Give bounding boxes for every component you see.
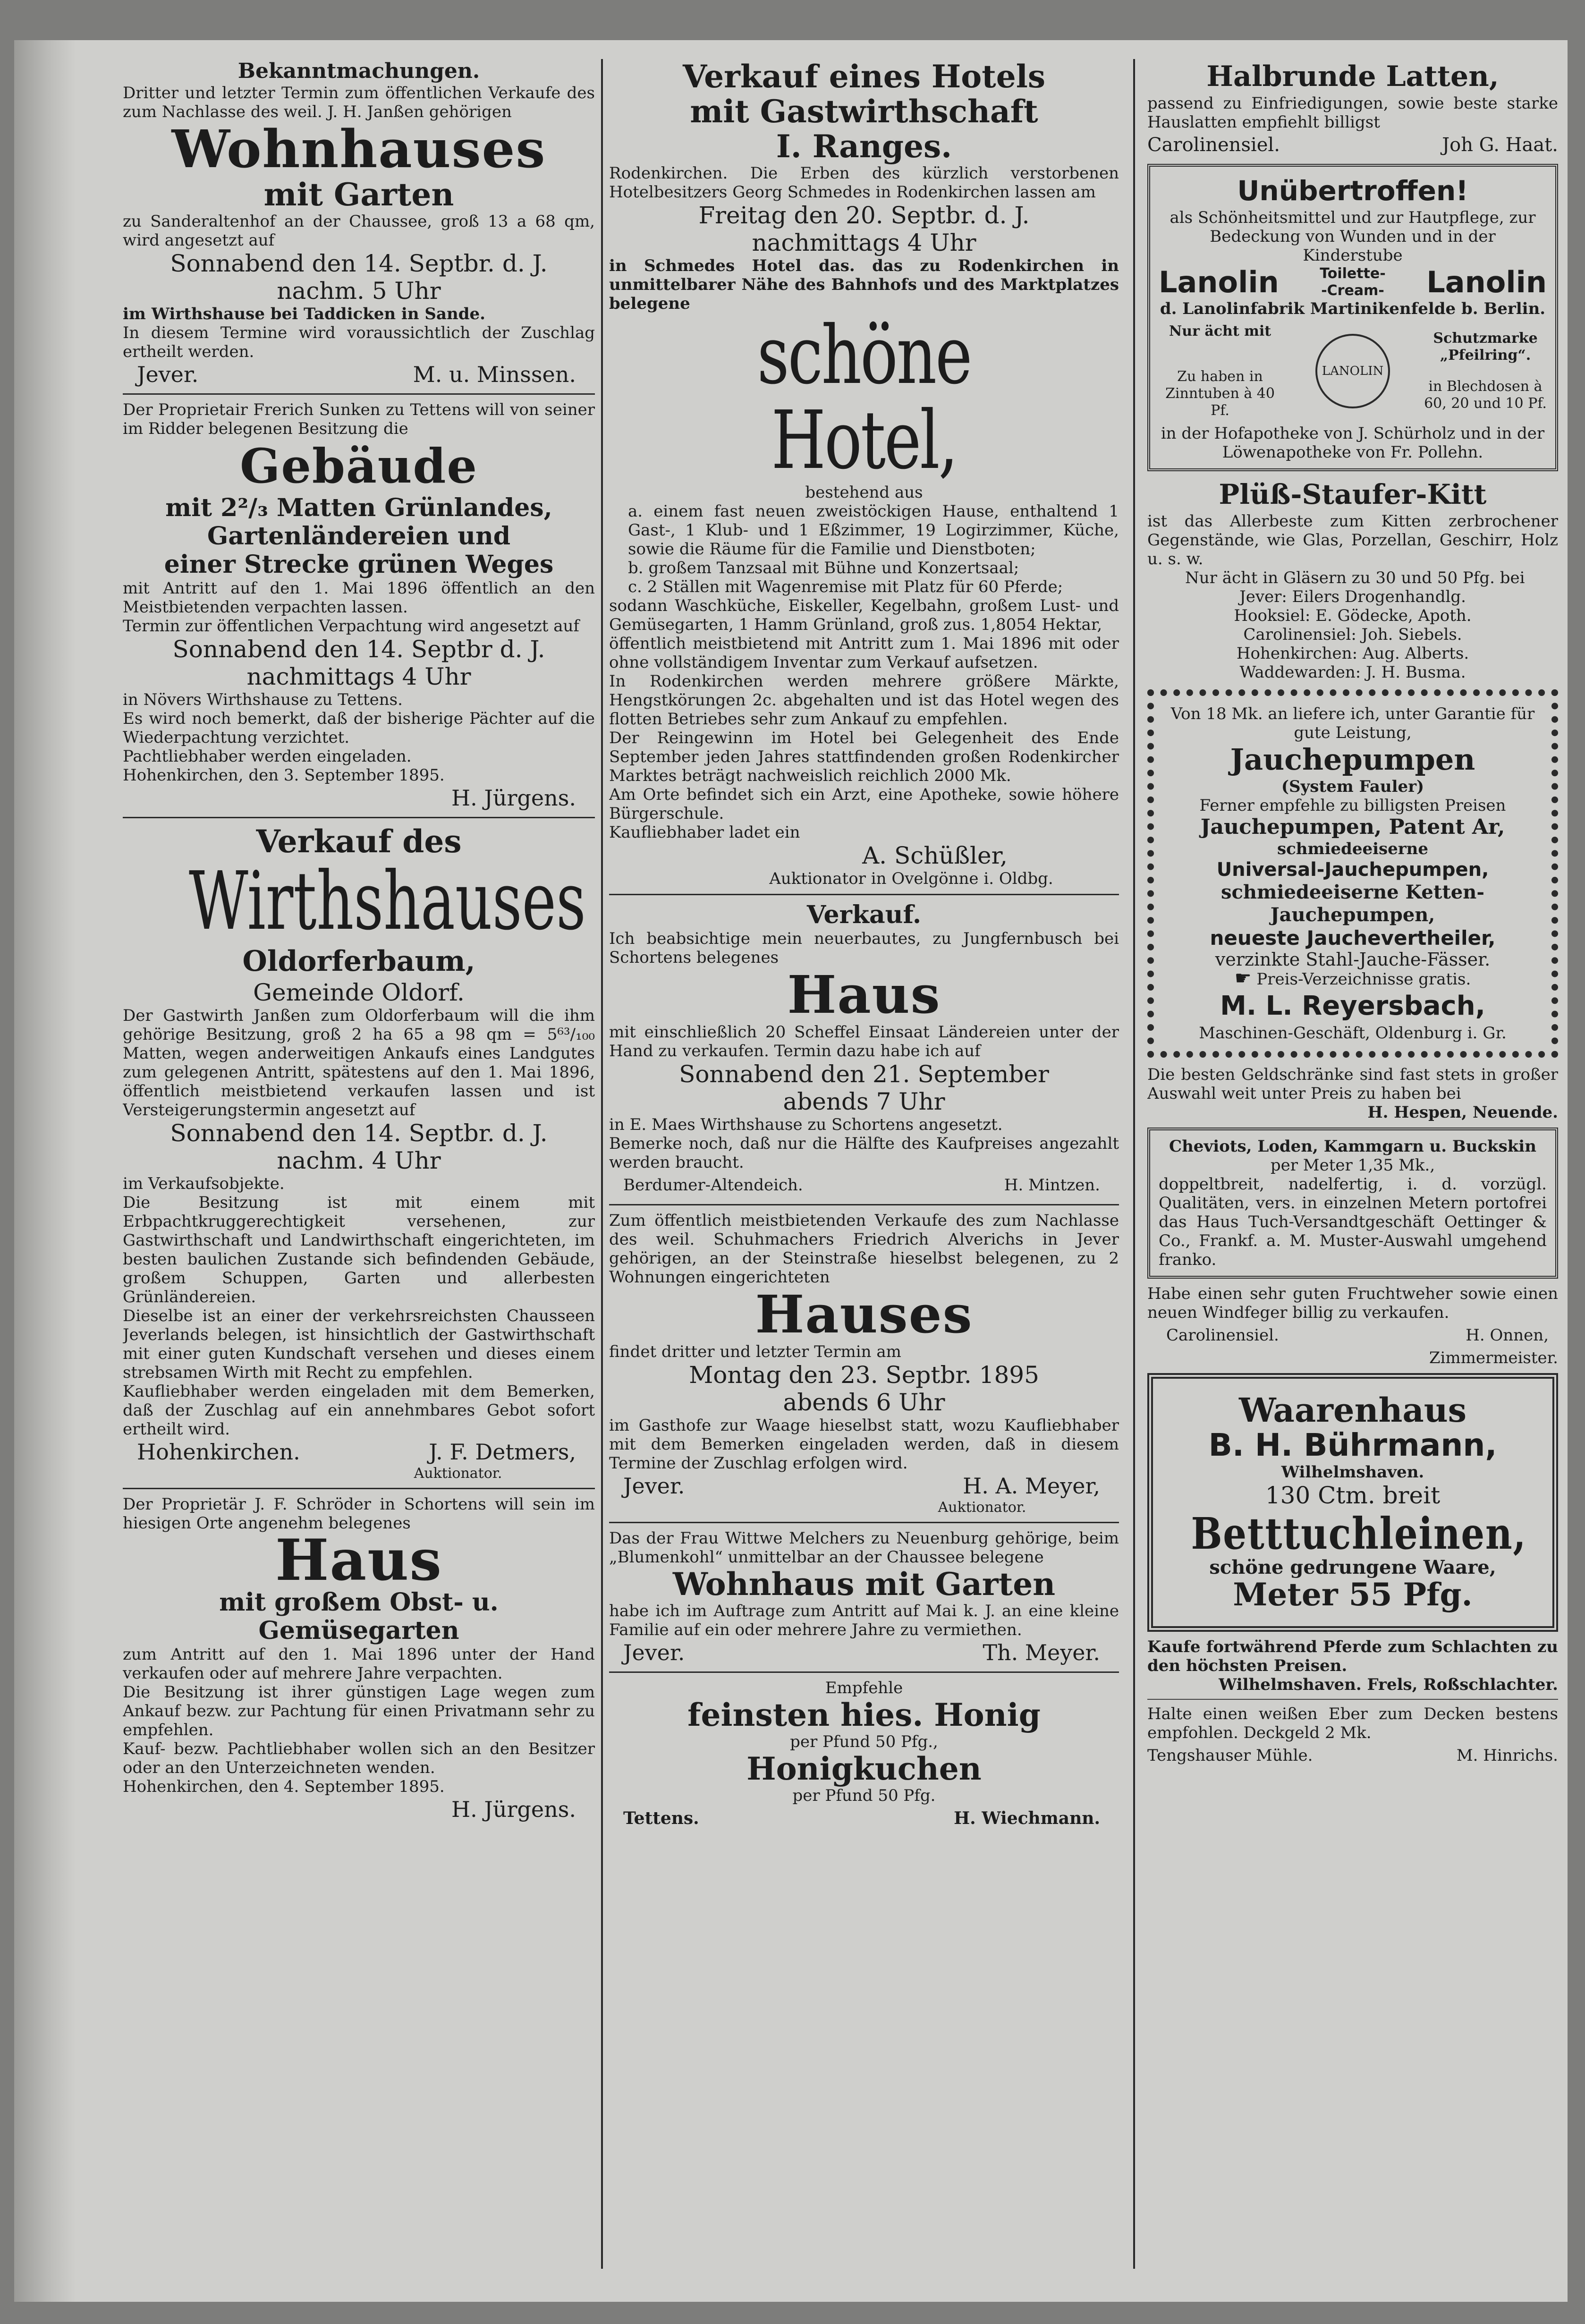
ad-fruchtweher — [1147, 1284, 1558, 1367]
sub3: einer Strecke grünen Weges — [164, 550, 554, 579]
product: Betttuchleinen, — [1191, 1508, 1527, 1559]
body7: Kaufliebhaber ladet ein — [609, 823, 800, 842]
note1: Es wird noch bemerkt, daß der bisherige Pächter auf die Wiederpachtung verzichtet. — [123, 709, 595, 747]
intro: Ich beabsichtige mein neuerbautes, zu Jungfernbusch bei Schortens belegenes — [609, 929, 1119, 967]
signature: Wilhelmshaven. Frels, Roßschlachter. — [1219, 1675, 1558, 1694]
signature — [123, 1439, 595, 1465]
column-3 — [1147, 59, 1558, 1769]
ad-latten — [1147, 59, 1558, 158]
sig-name: H. A. Meyer, — [963, 1473, 1100, 1499]
place: im Wirthshause bei Taddicken in Sande. — [123, 305, 485, 323]
catalog-line — [1162, 969, 1543, 989]
item-4: schmiedeeiserne Ketten-Jauchepumpen, — [1221, 881, 1484, 926]
ad-title: Gebäude — [240, 438, 478, 494]
sig-place: Tengshauser Mühle. — [1147, 1746, 1313, 1765]
trademark-row — [1159, 323, 1547, 419]
divider — [123, 1488, 595, 1489]
ad-cheviots — [1147, 1128, 1558, 1279]
title-line-1: Verkauf eines Hotels — [682, 59, 1046, 95]
body2: im Gasthofe zur Waage hieselbst statt, wozu Kaufliebhaber mit dem Bemerken eingeladen werden, daß in diesem Termine der Zuschlag erfolgen wird. — [609, 1416, 1119, 1473]
body: Der Gastwirth Janßen zum Oldorferbaum will die ihm gehörige Besitzung, groß 2 ha 65 a 98 qm = 5⁶³/₁₀₀ Matten, wegen anderweitigen Ankaufs eines Landgutes zum gelegenen Antritt, spätestens auf den 1. Mai 1896, öffentlich meistbietend verkaufen lassen und ist Versteigerungstermin angesetzt auf — [123, 1006, 595, 1120]
date: Freitag den 20. Septbr. d. J. — [698, 202, 1030, 229]
tins: in Blechdosen à 60, 20 und 10 Pf. — [1424, 378, 1547, 412]
firm-sub: Maschinen-Geschäft, Oldenburg i. Gr. — [1199, 1024, 1507, 1043]
brand-mid-1: Toilette- — [1320, 265, 1386, 282]
pointing-hand-icon: ☛ — [1234, 967, 1252, 989]
sig-role: Zimmermeister. — [1429, 1349, 1558, 1367]
genuine-block — [1159, 323, 1281, 419]
sig-role: Auktionator in Ovelgönne i. Oldbg. — [769, 869, 1053, 888]
item-2: schmiedeeiserne — [1277, 840, 1429, 858]
divider — [609, 894, 1119, 895]
divider — [609, 1522, 1119, 1523]
brand-right: Lanolin — [1426, 265, 1547, 299]
body2: sodann Waschküche, Eiskeller, Kegelbahn, großem Lust- und Gemüsegarten, 1 Hamm Grünland, groß zus. 1,8054 Hektar, — [609, 596, 1119, 634]
date: Montag den 23. Septbr. 1895 — [689, 1361, 1039, 1389]
tubes: Zu haben in Zinntuben à 40 Pf. — [1165, 368, 1275, 419]
dateline: Hohenkirchen, den 4. September 1895. — [123, 1777, 445, 1796]
sig-name: M. u. Minssen. — [413, 362, 576, 387]
body: Rodenkirchen. Die Erben des kürzlich verstorbenen Hotelbesitzers Georg Schmedes in Rodenkirchen lassen am — [609, 164, 1119, 202]
place: in E. Maes Wirthshause zu Schortens angesetzt. — [609, 1115, 1003, 1134]
sig-name: J. F. Detmers, — [429, 1439, 576, 1465]
body: Ferner empfehle zu billigsten Preisen — [1199, 796, 1506, 815]
signature — [609, 1805, 1119, 1832]
sig-place: Jever. — [623, 1640, 685, 1665]
signature — [123, 1796, 595, 1823]
product-2: Honigkuchen — [746, 1750, 982, 1787]
ad-honig — [609, 1679, 1119, 1832]
dealer-3: Carolinensiel: Joh. Siebels. — [1243, 625, 1462, 644]
body2: Die Besitzung ist mit einem mit Erbpachtkruggerechtigkeit versehenen, zur Gastwirthschaft und Landwirthschaft eingerichteten, im besten baulichen Zustande sich befindenden Gebäude, großem Schuppen, Garten und allerbesten Grünländereien. — [123, 1193, 595, 1306]
ad-title: Wohnhauses — [171, 119, 546, 179]
sig-name: H. Jürgens. — [451, 785, 576, 811]
item-5: neueste Jauchevertheiler, — [1210, 926, 1496, 950]
title-line-1: Waarenhaus — [1238, 1391, 1467, 1430]
date: Sonnabend den 14. Septbr. d. J. — [170, 1120, 548, 1147]
sig-name: H. Mintzen. — [1004, 1176, 1100, 1195]
ad-title: Haus — [787, 964, 941, 1025]
body4: In Rodenkirchen werden mehrere größere Märkte, Hengstkörungen 2c. abgehalten und ist das Hotel wegen des flotten Betriebes sehr zum Ankauf zu empfehlen. — [609, 672, 1119, 729]
place: in Schmedes Hotel das. das zu Rodenkirchen in unmittelbarer Nähe des Bahnhofs und des Marktplatzes belegene — [609, 256, 1119, 313]
body: Die besten Geldschränke sind fast stets in großer Auswahl weit unter Preis zu haben bei — [1147, 1065, 1558, 1103]
ad-jauchepumpen — [1147, 689, 1558, 1058]
ad-title: Plüß-Staufer-Kitt — [1219, 478, 1487, 510]
parish: Gemeinde Oldorf. — [253, 979, 465, 1006]
signature — [609, 1473, 1119, 1499]
ad-title: Halbrunde Latten, — [1206, 60, 1499, 93]
catalog: Preis-Verzeichnisse gratis. — [1256, 970, 1471, 989]
price: per Meter 1,35 Mk., — [1270, 1156, 1435, 1175]
time: nachmittags 4 Uhr — [246, 663, 471, 690]
firm: M. L. Reyersbach, — [1220, 991, 1485, 1021]
signature — [123, 785, 595, 811]
pfeilring-seal-icon — [1315, 334, 1390, 408]
body3: Kauf- bezw. Pachtliebhaber wollen sich an den Besitzer oder an den Unterzeichneten wenden. — [123, 1739, 595, 1777]
date: Sonnabend den 14. Septbr. d. J. — [170, 250, 548, 277]
body: zum Antritt auf den 1. Mai 1896 unter der Hand verkaufen oder auf mehrere Jahre verpachten. — [123, 1645, 595, 1683]
body: als Schönheitsmittel und zur Hautpflege, zur Bedeckung von Wunden und in der Kinderstube — [1170, 208, 1536, 265]
place: Oldorferbaum, — [242, 945, 475, 978]
body2: Nur ächt in Gläsern zu 30 und 50 Pfg. bei — [1185, 568, 1525, 587]
price-1: per Pfund 50 Pfg., — [790, 1732, 938, 1751]
time: abends 6 Uhr — [783, 1389, 945, 1416]
ad-wohnhaus-garten — [609, 1529, 1119, 1666]
title-line-2: B. H. Bührmann, — [1208, 1427, 1497, 1463]
sig-place: Tettens. — [623, 1808, 699, 1828]
price: Meter 55 Pfg. — [1233, 1576, 1473, 1613]
dealer-4: Hohenkirchen: Aug. Alberts. — [1236, 644, 1469, 663]
body: findet dritter und letzter Termin am — [609, 1342, 901, 1361]
system: (System Fauler) — [1281, 777, 1424, 796]
sig-name: H. Onnen, — [1466, 1326, 1549, 1345]
sub: mit großem Obst- u. Gemüsegarten — [219, 1588, 499, 1645]
sig-place: Carolinensiel. — [1166, 1326, 1279, 1345]
body2: Die Besitzung ist ihrer günstigen Lage wegen zum Ankauf bezw. zur Pachtung für einen Privatmann sehr zu empfehlen. — [123, 1683, 595, 1739]
sig-place: Hohenkirchen. — [137, 1439, 300, 1465]
note: In diesem Termine wird voraussichtlich der Zuschlag ertheilt werden. — [123, 323, 595, 361]
brand-left: Lanolin — [1159, 265, 1279, 299]
item-6: verzinkte Stahl-Jauche-Fässer. — [1215, 949, 1491, 970]
genuine: Nur ächt mit — [1169, 323, 1271, 339]
item-1: Jauchepumpen, Patent Ar, — [1200, 815, 1505, 839]
item-b: b. großem Tanzsaal mit Bühne und Konzertsaal; — [628, 559, 1019, 577]
ad-wohnhaus — [123, 59, 595, 388]
sig-place: Jever. — [623, 1473, 685, 1499]
sig-place: Carolinensiel. — [1147, 134, 1280, 156]
sig-name: Joh G. Haat. — [1442, 134, 1558, 156]
price-line: Von 18 Mk. an liefere ich, unter Garantie für gute Leistung, — [1170, 704, 1535, 742]
body: mit Antritt auf den 1. Mai 1896 öffentlich an den Meistbietenden verpachten lassen. — [123, 579, 595, 617]
body: zu Sanderaltenhof an der Chaussee, groß 13 a 68 qm, wird angesetzt auf — [123, 212, 595, 250]
brand-row — [1159, 265, 1547, 299]
ad-title: Jauchepumpen — [1230, 742, 1475, 777]
ad-verkauf-haus — [609, 901, 1119, 1198]
ad-title: Hauses — [755, 1284, 973, 1345]
body: Halte einen weißen Eber zum Decken bestens empfohlen. Deckgeld 2 Mk. — [1147, 1705, 1558, 1742]
signature — [1147, 1742, 1558, 1769]
divider — [123, 817, 595, 818]
signature — [609, 1172, 1119, 1198]
ad-waarenhaus — [1147, 1373, 1558, 1632]
note2: Pachtliebhaber werden eingeladen. — [123, 747, 412, 766]
intro: Dritter und letzter Termin zum öffentlichen Verkaufe des zum Nachlasse des weil. J. H. Janßen gehörigen — [123, 84, 595, 121]
sub2: Gartenländereien und — [207, 522, 511, 551]
item-3: Universal-Jauchepumpen, — [1216, 859, 1489, 881]
ad-hauses — [609, 1211, 1119, 1516]
sig-name: H. Jürgens. — [451, 1797, 576, 1822]
ad-kitt — [1147, 477, 1558, 682]
time: abends 7 Uhr — [783, 1088, 945, 1115]
body: Kaufe fortwährend Pferde zum Schlachten zu den höchsten Preisen. — [1147, 1637, 1558, 1675]
time: nachm. 5 Uhr — [277, 277, 441, 305]
product-1: feinsten hies. Honig — [687, 1696, 1041, 1733]
ad-geldschraenke — [1147, 1065, 1558, 1122]
sig-name: Th. Meyer. — [983, 1640, 1100, 1665]
place: Wilhelmshaven. — [1281, 1463, 1424, 1482]
ad-subtitle: mit Garten — [263, 176, 454, 213]
body6: Am Orte befindet sich ein Arzt, eine Apotheke, sowie höhere Bürgerschule. — [609, 785, 1119, 823]
intro: Das der Frau Wittwe Melchers zu Neuenburg gehörige, beim „Blumenkohl“ unmittelbar an der Chaussee belegene — [609, 1529, 1119, 1567]
ad-hotel — [609, 59, 1119, 888]
sig-name: A. Schüßler, — [862, 842, 1008, 869]
sig-role: Auktionator. — [414, 1465, 502, 1482]
body3: öffentlich meistbietend mit Antritt zum 1. Mai 1896 mit oder ohne vollständigem Inventar zum Verkauf aufsetzen. — [609, 634, 1119, 672]
heading: Bekanntmachungen. — [237, 59, 480, 83]
column-1 — [123, 59, 595, 1823]
sig-role: Auktionator. — [938, 1499, 1026, 1516]
body5: Der Reingewinn im Hotel bei Gelegenheit des Ende September jeden Jahres stattfindenden großen Rodenkircher Marktes beträgt nachweislich reichlich 2000 Mk. — [609, 729, 1119, 785]
body: habe ich im Auftrage zum Antritt auf Mai k. J. an eine kleine Familie auf ein oder mehrere Jahre zu vermiethen. — [609, 1602, 1119, 1639]
body3: Dieselbe ist an einer der verkehrsreichsten Chausseen Jeverlands belegen, ist hinsichtlich der Gastwirthschaft mit einer guten Kundschaft versehen und dieses einem strebsamen Wirth mit Recht zu empfehlen. — [123, 1306, 595, 1382]
body: doppeltbreit, nadelfertig, i. d. vorzügl. Qualitäten, vers. in einzelnen Metern portofrei das Haus Tuch-Versandtgeschäft Oettinger & Co., Frankf. a. M. Muster-Auswahl umgehend franko. — [1159, 1175, 1547, 1269]
trademark-block — [1424, 330, 1547, 412]
dealer-1: Jever: Eilers Drogenhandlg. — [1239, 587, 1466, 606]
ad-pferde — [1147, 1637, 1558, 1694]
body: ist das Allerbeste zum Kitten zerbrochener Gegenstände, wie Glas, Porzellan, Geschirr, Holz u. s. w. — [1147, 512, 1558, 568]
sig-name: H. Wiechmann. — [954, 1808, 1100, 1828]
shops: in der Hofapotheke von J. Schürholz und in der Löwenapotheke von Fr. Pollehn. — [1161, 424, 1545, 462]
place2: im Verkaufsobjekte. — [123, 1174, 285, 1193]
binding-edge — [14, 40, 76, 2302]
intro: Zum öffentlich meistbietenden Verkaufe des zum Nachlasse des weil. Schuhmachers Friedrich Alverichs in Jever gehörigen, an der Steinstraße hieselbst belegenen, zu 2 Wohnungen eingerichteten — [609, 1211, 1119, 1287]
body4: Kaufliebhaber werden eingeladen mit dem Bemerken, daß der Zuschlag auf ein annehmbares Gebot sofort ertheilt wird. — [123, 1382, 595, 1439]
date: Sonnabend den 21. September — [679, 1060, 1049, 1088]
sig-place: Jever. — [137, 362, 199, 387]
newspaper-sheet — [14, 40, 1568, 2302]
signature — [1147, 132, 1558, 158]
dealer-5: Waddewarden: J. H. Busma. — [1239, 663, 1466, 682]
ad-lanolin — [1147, 164, 1558, 471]
place: in Növers Wirthshause zu Tettens. — [123, 690, 403, 709]
signature — [123, 361, 595, 388]
divider — [609, 1204, 1119, 1205]
sub1: mit 2²/₃ Matten Grünlandes, — [165, 493, 552, 522]
body: mit einschließlich 20 Scheffel Einsaat Ländereien unter der Hand zu verkaufen. Termin dazu habe ich auf — [609, 1023, 1119, 1060]
signature: H. Hespen, Neuende. — [1367, 1103, 1558, 1122]
ad-title: Cheviots, Loden, Kammgarn u. Buckskin — [1169, 1137, 1536, 1156]
ad-title: Wirthshauses — [189, 855, 586, 948]
ad-eber — [1147, 1705, 1558, 1769]
title-line-3: I. Ranges. — [776, 128, 952, 165]
ad-haus-schortens — [123, 1495, 595, 1823]
ad-title: Haus — [275, 1527, 442, 1594]
brand-middle — [1320, 265, 1385, 299]
ad-title: schöne Hotel, — [757, 309, 971, 487]
maker: d. Lanolinfabrik Martinikenfelde b. Berlin. — [1160, 299, 1546, 318]
width: 130 Ctm. breit — [1265, 1482, 1441, 1509]
column-divider — [1133, 59, 1135, 2269]
item-c: c. 2 Ställen mit Wagenremise mit Platz für 60 Pferde; — [628, 577, 1063, 596]
heading: Verkauf des — [256, 823, 462, 860]
divider — [1147, 1699, 1558, 1700]
sig-name: M. Hinrichs. — [1456, 1746, 1558, 1765]
ad-title: Wohnhaus mit Garten — [672, 1566, 1056, 1603]
ad-wirthshaus — [123, 824, 595, 1482]
body: passend zu Einfriedigungen, sowie beste starke Hauslatten empfiehlt billigst — [1147, 94, 1558, 132]
intro: Der Proprietair Frerich Sunken zu Tettens will von seiner im Ridder belegenen Besitzung die — [123, 400, 595, 438]
intro: Empfehle — [825, 1679, 903, 1697]
body2: Termin zur öffentlichen Verpachtung wird angesetzt auf — [123, 617, 579, 636]
note: Bemerke noch, daß nur die Hälfte des Kaufpreises angezahlt werden braucht. — [609, 1134, 1119, 1172]
consisting: bestehend aus — [805, 483, 923, 502]
time: nachm. 4 Uhr — [277, 1147, 441, 1174]
price-2: per Pfund 50 Pfg. — [792, 1786, 936, 1805]
brand-mid-2: -Cream- — [1321, 282, 1384, 299]
item-a: a. einem fast neuen zweistöckigen Hause, enthaltend 1 Gast-, 1 Klub- und 1 Eßzimmer, 19 Logirzimmer, Küche, sowie die Räume für die Familie und Dienstboten; — [628, 502, 1119, 559]
ad-title: Unübertroffen! — [1237, 175, 1468, 207]
time: nachmittags 4 Uhr — [752, 229, 976, 256]
heading: Verkauf. — [806, 900, 922, 929]
trademark: Schutzmarke „Pfeilring“. — [1433, 330, 1538, 364]
signature — [1147, 1322, 1558, 1349]
quality: schöne gedrungene Waare, — [1209, 1556, 1496, 1578]
intro: Der Proprietär J. F. Schröder in Schortens will sein im hiesigen Orte angenehm belegenes — [123, 1495, 595, 1533]
divider — [123, 393, 595, 395]
title-line-2: mit Gastwirthschaft — [690, 93, 1038, 130]
seal-label: LANOLIN — [1322, 364, 1384, 378]
body: Habe einen sehr guten Fruchtweher sowie einen neuen Windfeger billig zu verkaufen. — [1147, 1284, 1558, 1322]
column-2 — [609, 59, 1119, 1832]
dateline: Hohenkirchen, den 3. September 1895. — [123, 766, 445, 785]
date: Sonnabend den 14. Septbr d. J. — [172, 636, 545, 663]
signature — [609, 1639, 1119, 1666]
dealer-2: Hooksiel: E. Gödecke, Apoth. — [1234, 606, 1472, 625]
ad-gebaeude — [123, 400, 595, 811]
column-divider — [601, 59, 603, 2269]
sig-place: Berdumer-Altendeich. — [623, 1176, 803, 1195]
divider — [609, 1671, 1119, 1673]
